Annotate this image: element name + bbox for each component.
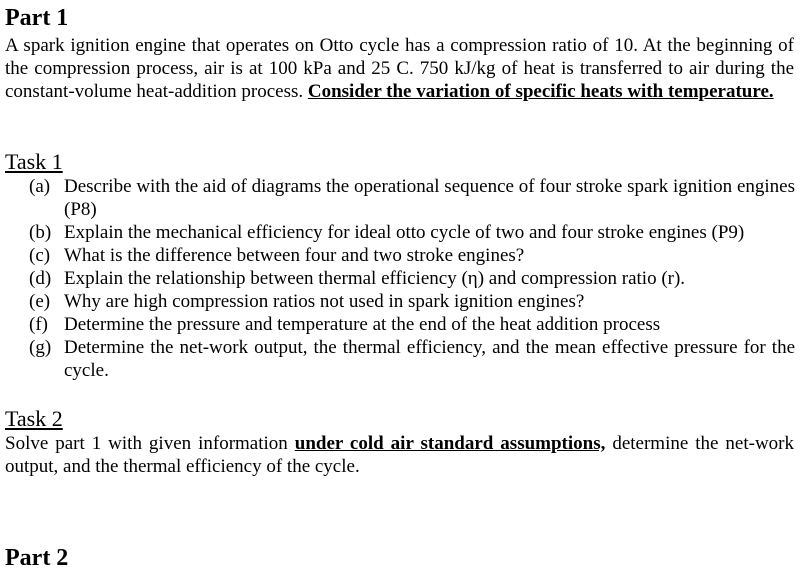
task2-paragraph [5, 432, 794, 478]
part1-intro-paragraph [5, 34, 794, 103]
item-label: (d) [29, 268, 52, 289]
list-item [29, 175, 795, 221]
task2-emphasis-text: under cold air standard assumptions, [294, 433, 606, 454]
item-text: Determine the pressure and temperature at the end of the heat addition process [64, 314, 661, 335]
item-text: What is the difference between four and two stroke engines? [64, 245, 525, 266]
task1-heading: Task 1 [5, 149, 63, 174]
item-label: (e) [29, 291, 51, 312]
item-text: Explain the mechanical efficiency for ideal otto cycle of two and four stroke engines (P9) [64, 222, 745, 243]
part1-emphasis-text: Consider the variation of specific heats with temperature. [307, 81, 774, 102]
part1-intro-text: A spark ignition engine that operates on Otto cycle has a compression ratio of 10. At the beginning of the compression process, air is at 100 kPa and 25 C. 750 kJ/kg of heat is transferred to air during the constant-volume heat-addition process. [5, 35, 794, 102]
list-item [29, 221, 795, 244]
task1-list [29, 175, 795, 382]
item-label: (f) [29, 314, 48, 335]
part1-heading: Part 1 [5, 5, 69, 31]
list-item [29, 336, 795, 382]
task2-lead-text: Solve part 1 with given information [5, 433, 295, 454]
item-label: (b) [29, 222, 52, 243]
list-item [29, 313, 795, 336]
list-item [29, 290, 795, 313]
list-item [29, 244, 795, 267]
item-label: (a) [29, 176, 51, 197]
part2-heading: Part 2 [5, 545, 69, 571]
item-text: Why are high compression ratios not used in spark ignition engines? [64, 291, 585, 312]
item-label: (g) [29, 337, 52, 358]
item-text: Describe with the aid of diagrams the operational sequence of four stroke spark ignition engines (P8) [64, 176, 795, 220]
task2-tail-text: determine the net-work output, and the thermal efficiency of the cycle. [5, 433, 795, 477]
task2-heading: Task 2 [5, 406, 63, 431]
item-text: Determine the net-work output, the thermal efficiency, and the mean effective pressure for the cycle. [64, 337, 795, 381]
item-label: (c) [29, 245, 51, 266]
list-item [29, 267, 795, 290]
item-text: Explain the relationship between thermal efficiency (η) and compression ratio (r). [64, 268, 686, 289]
